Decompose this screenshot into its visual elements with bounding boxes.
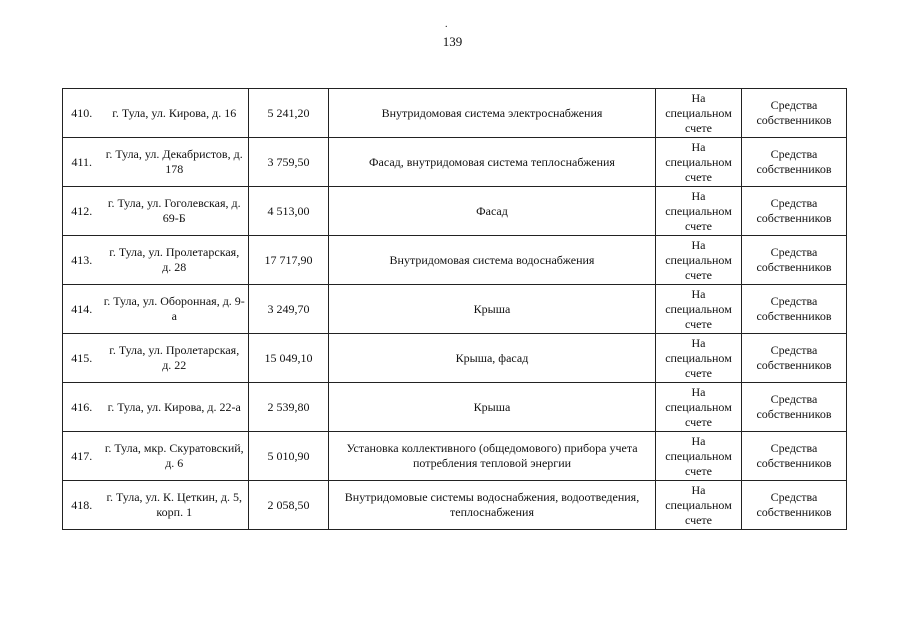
row-address: г. Тула, ул. Гоголевская, д. 69-Б	[101, 187, 249, 236]
table-row	[63, 432, 847, 481]
row-funding-source: Средства собственников	[742, 138, 847, 187]
row-area: 2 058,50	[249, 481, 329, 530]
row-number: 412.	[63, 187, 101, 236]
row-number: 411.	[63, 138, 101, 187]
page-dot: .	[445, 19, 448, 30]
row-funding-source: Средства собственников	[742, 285, 847, 334]
row-address: г. Тула, ул. Кирова, д. 22-а	[101, 383, 249, 432]
table-row	[63, 89, 847, 138]
row-account: На специальном счете	[656, 383, 742, 432]
row-number: 416.	[63, 383, 101, 432]
table-row	[63, 236, 847, 285]
row-account: На специальном счете	[656, 334, 742, 383]
row-address: г. Тула, ул. Пролетарская, д. 28	[101, 236, 249, 285]
table-row	[63, 481, 847, 530]
table-row	[63, 285, 847, 334]
row-account: На специальном счете	[656, 236, 742, 285]
row-area: 5 010,90	[249, 432, 329, 481]
row-address: г. Тула, ул. Оборонная, д. 9-а	[101, 285, 249, 334]
table-row	[63, 334, 847, 383]
register-table-body	[63, 89, 847, 530]
row-area: 3 759,50	[249, 138, 329, 187]
row-funding-source: Средства собственников	[742, 236, 847, 285]
row-works: Установка коллективного (общедомового) прибора учета потребления тепловой энергии	[329, 432, 656, 481]
row-funding-source: Средства собственников	[742, 481, 847, 530]
row-account: На специальном счете	[656, 138, 742, 187]
row-number: 415.	[63, 334, 101, 383]
row-funding-source: Средства собственников	[742, 432, 847, 481]
row-area: 17 717,90	[249, 236, 329, 285]
row-area: 5 241,20	[249, 89, 329, 138]
register-table	[62, 88, 847, 530]
row-address: г. Тула, мкр. Скуратовский, д. 6	[101, 432, 249, 481]
row-funding-source: Средства собственников	[742, 334, 847, 383]
row-address: г. Тула, ул. Кирова, д. 16	[101, 89, 249, 138]
row-number: 413.	[63, 236, 101, 285]
row-area: 3 249,70	[249, 285, 329, 334]
row-area: 2 539,80	[249, 383, 329, 432]
row-works: Крыша	[329, 383, 656, 432]
row-works: Фасад, внутридомовая система теплоснабжения	[329, 138, 656, 187]
row-funding-source: Средства собственников	[742, 187, 847, 236]
row-number: 418.	[63, 481, 101, 530]
row-works: Внутридомовая система водоснабжения	[329, 236, 656, 285]
row-number: 417.	[63, 432, 101, 481]
page-number: 139	[442, 34, 463, 49]
row-account: На специальном счете	[656, 285, 742, 334]
table-row	[63, 138, 847, 187]
row-account: На специальном счете	[656, 187, 742, 236]
table-row	[63, 187, 847, 236]
row-account: На специальном счете	[656, 481, 742, 530]
row-funding-source: Средства собственников	[742, 383, 847, 432]
row-works: Фасад	[329, 187, 656, 236]
row-works: Внутридомовые системы водоснабжения, водоотведения, теплоснабжения	[329, 481, 656, 530]
row-address: г. Тула, ул. Пролетарская, д. 22	[101, 334, 249, 383]
row-number: 414.	[63, 285, 101, 334]
row-account: На специальном счете	[656, 89, 742, 138]
row-address: г. Тула, ул. Декабристов, д. 178	[101, 138, 249, 187]
table-row	[63, 383, 847, 432]
row-number: 410.	[63, 89, 101, 138]
row-funding-source: Средства собственников	[742, 89, 847, 138]
row-address: г. Тула, ул. К. Цеткин, д. 5, корп. 1	[101, 481, 249, 530]
row-works: Крыша	[329, 285, 656, 334]
row-area: 4 513,00	[249, 187, 329, 236]
row-works: Крыша, фасад	[329, 334, 656, 383]
row-account: На специальном счете	[656, 432, 742, 481]
row-works: Внутридомовая система электроснабжения	[329, 89, 656, 138]
row-area: 15 049,10	[249, 334, 329, 383]
